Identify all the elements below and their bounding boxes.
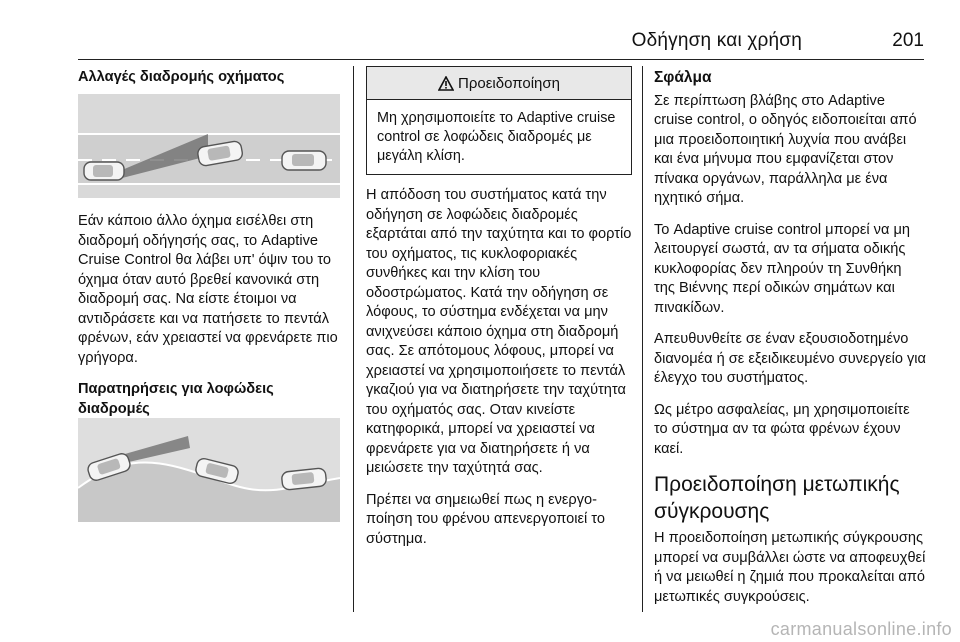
warning-box xyxy=(366,66,632,175)
watermark: carmanualsonline.info xyxy=(770,619,952,639)
column-2 xyxy=(366,186,636,561)
paragraph-forward-collision: Η προειδοποίηση μετωπικής σύγκρουσης μπορεί να συμβάλλει ώστε να αποφευχθεί ή να μειωθεί η ζημιά που προκαλείται από μετωπικές συγκρούσεις. xyxy=(654,530,926,605)
car-icon-left xyxy=(84,162,124,180)
paragraph-brake-deactivation: Πρέπει να σημειωθεί πως η ενεργοποίηση του φρένου απενεργοποιεί το σύστημα. xyxy=(366,491,605,547)
section-heading-fault: Σφάλμα xyxy=(654,69,712,86)
warning-title-bar xyxy=(367,67,631,100)
section-heading-lane-change: Αλλαγές διαδρομής οχήματος xyxy=(78,69,285,85)
column-3 xyxy=(654,68,926,619)
warning-body: Μη χρησιμοποιείτε το Adaptive cruise control σε λοφώδεις διαδρομές με μεγάλη κλίση. xyxy=(377,110,616,164)
warning-triangle-icon xyxy=(438,76,454,91)
lane-change-drawing xyxy=(78,94,340,198)
car-icon-downhill xyxy=(281,468,327,491)
paragraph-service: Απευθυνθείτε σε έναν εξουσιοδοτημένο διανομέα ή σε εξειδικευμένο συνεργείο για έλεγχο του συστήματος. xyxy=(654,331,926,386)
column-1-text xyxy=(78,212,348,431)
paragraph-brake-lights: Ως μέτρο ασφαλείας, μη χρησιμοποιείτε το σύστημα αν τα φώτα φρένων έχουν καεί. xyxy=(654,401,910,457)
lane-change-illustration xyxy=(78,94,340,198)
page-header xyxy=(78,26,924,60)
hilly-road-illustration xyxy=(78,418,340,522)
paragraph-fault-warning: Σε περίπτωση βλάβης στο Adaptive cruise control, ο οδηγός ειδοποιείται από μια προειδοποιητική λυχνία που ανάβει και ένα μήνυμα που εμφανίζεται στον πίνακα οργάνων, παράλληλα με ένα ηχητικό σήμα. xyxy=(654,92,917,206)
column-divider-left xyxy=(353,66,354,612)
hilly-road-drawing xyxy=(78,418,340,522)
column-divider-right xyxy=(642,66,643,612)
header-rule xyxy=(78,59,924,60)
section-heading-hilly-roads: Παρατηρήσεις για λοφώδεις διαδρομές xyxy=(78,381,274,417)
paragraph-hilly-performance: Η απόδοση του συστήματος κατά την οδήγηση σε λοφώδεις διαδρομές εξαρτάται από την ταχύτητα και το φορτίο του οχήματος, τις κυκλοφοριακές συνθήκες και την κλίση του οδοστρώματος. Κατά την οδήγηση σε λόφους, το σύστημα ενδέχεται να μην ανιχνεύσει κάποιο όχημα στη διαδρομή σας. Σε απότομους λόφους, μπορεί να χρειαστεί να χρησιμοποιήσετε το πεντάλ γκαζιού για να διατηρήσετε την ταχύτητα του οχήματός σας. Οταν κινείστε κατηφορικά, μπορεί να χρειαστεί να φρενάρετε για να διατηρήσετε ή να μειώσετε την ταχύτητά σας. xyxy=(366,187,632,476)
car-icon-right xyxy=(282,151,326,170)
warning-title: Προειδοποίηση xyxy=(458,74,560,92)
section-heading-forward-collision: Προειδοποίηση μετωπικής σύγκρουσης xyxy=(654,473,900,523)
page-number: 201 xyxy=(892,30,924,51)
paragraph-lane-change: Εάν κάποιο άλλο όχημα εισέλθει στη διαδρομή οδήγησής σας, το Adaptive Cruise Control θα λάβει υπ' όψιν του το όχημα όταν αυτό βρεθεί κανονικά στη διαδρομή σας. Να είστε έτοιμοι να αντιδράσετε και να πατήσετε το πεντάλ φρένων, εάν χρειαστεί να φρενάρετε πιο γρήγορα. xyxy=(78,213,338,366)
paragraph-vienna-convention: Το Adaptive cruise control μπορεί να μη λειτουργεί σωστά, αν τα σήματα οδικής κυκλοφορίας δεν πληρούν τη Συνθήκη της Βιέννης περί οδικών σημάτων και πινακίδων. xyxy=(654,221,910,316)
header-title: Οδήγηση και χρήση xyxy=(631,30,802,51)
